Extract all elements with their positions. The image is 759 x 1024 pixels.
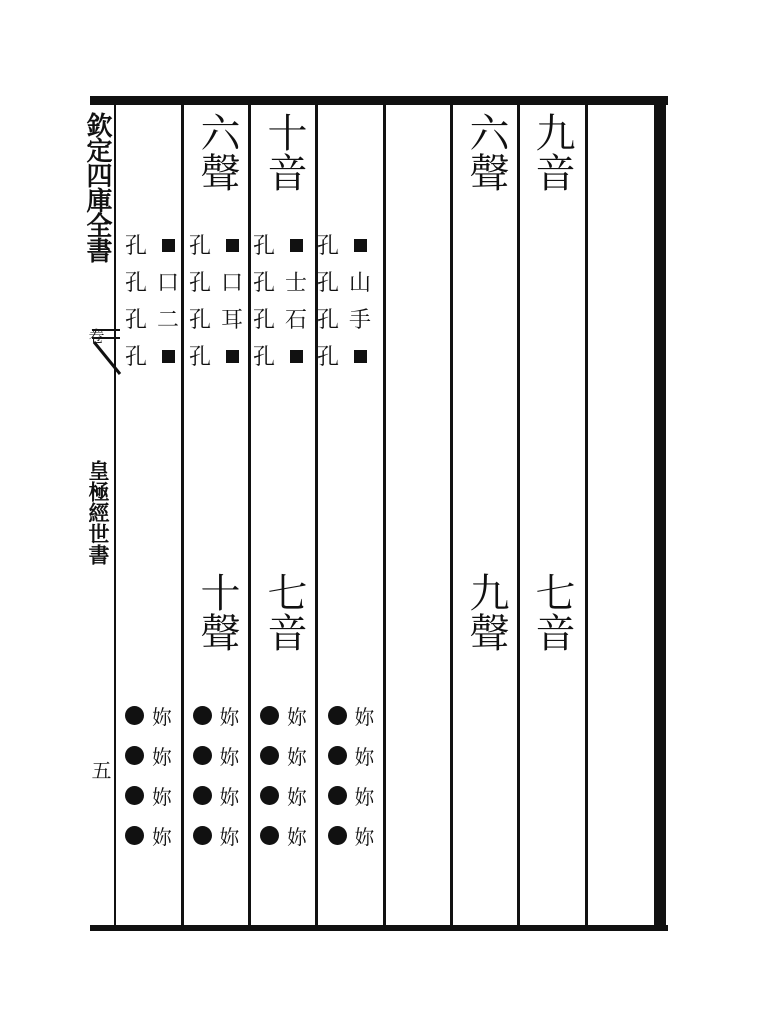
dot-cell bbox=[193, 781, 261, 810]
margin-book-title: 欽定四庫全書 bbox=[82, 112, 112, 262]
grid-character: 孔 bbox=[188, 308, 211, 333]
dot-mark bbox=[260, 706, 279, 725]
grid-character: 二 bbox=[156, 308, 179, 333]
heading-upper-col2: 十音 bbox=[261, 112, 307, 192]
grid-character: 孔 bbox=[252, 234, 275, 259]
grid-character: 山 bbox=[348, 271, 371, 296]
grid-square-mark bbox=[152, 343, 184, 368]
dot-character: 妳 bbox=[219, 784, 240, 809]
column-rule bbox=[114, 102, 116, 928]
dot-cell bbox=[260, 701, 328, 730]
dot-cell bbox=[125, 701, 193, 730]
dot-character: 妳 bbox=[152, 784, 172, 809]
grid-character: 孔 bbox=[124, 234, 147, 259]
top-border bbox=[90, 96, 668, 105]
dot-cell bbox=[260, 741, 328, 770]
dot-mark bbox=[193, 706, 212, 725]
dot-cell bbox=[328, 741, 396, 770]
dot-mark bbox=[193, 786, 212, 805]
dot-cell bbox=[328, 821, 396, 850]
dot-mark bbox=[193, 826, 212, 845]
grid-square-mark bbox=[344, 343, 376, 368]
grid-character: 口 bbox=[220, 271, 243, 296]
dot-cell bbox=[193, 741, 261, 770]
grid-character: 孔 bbox=[316, 308, 339, 333]
dot-character: 妳 bbox=[152, 824, 172, 849]
grid-character: 孔 bbox=[316, 234, 339, 259]
grid-character: 孔 bbox=[124, 308, 147, 333]
dot-cell bbox=[260, 781, 328, 810]
heading-lower-col2: 七音 bbox=[261, 572, 307, 652]
dot-cell bbox=[125, 741, 193, 770]
grid-character: 士 bbox=[284, 271, 307, 296]
grid-character: 孔 bbox=[252, 271, 275, 296]
dot-character: 妳 bbox=[219, 744, 240, 769]
grid-row bbox=[120, 263, 376, 300]
dot-character: 妳 bbox=[354, 784, 375, 809]
dot-character: 妳 bbox=[354, 704, 375, 729]
dot-cell bbox=[125, 781, 193, 810]
grid-square-mark bbox=[280, 232, 312, 257]
heading-lower-col1: 十聲 bbox=[194, 572, 240, 652]
grid-square-mark bbox=[344, 232, 376, 257]
grid-character: 石 bbox=[284, 308, 307, 333]
dot-character: 妳 bbox=[287, 744, 307, 769]
heading-upper-col1: 六聲 bbox=[194, 112, 240, 192]
grid-row bbox=[120, 226, 376, 263]
heading-upper-col6: 九音 bbox=[529, 112, 575, 192]
lower-dot-grid bbox=[125, 695, 395, 855]
heading-upper-col5: 六聲 bbox=[463, 112, 509, 192]
grid-character: 孔 bbox=[252, 345, 275, 370]
dot-cell bbox=[125, 821, 193, 850]
grid-character: 孔 bbox=[316, 345, 339, 370]
grid-character: 口 bbox=[156, 271, 179, 296]
grid-square-mark bbox=[280, 343, 312, 368]
dot-row bbox=[125, 695, 395, 735]
dot-character: 妳 bbox=[152, 744, 172, 769]
grid-character: 耳 bbox=[220, 308, 243, 333]
grid-square-mark bbox=[216, 343, 248, 368]
bottom-border bbox=[90, 925, 668, 931]
column-rule bbox=[450, 102, 453, 928]
dot-mark bbox=[260, 786, 279, 805]
dot-character: 妳 bbox=[219, 704, 240, 729]
dot-row bbox=[125, 775, 395, 815]
heading-lower-col5: 九聲 bbox=[463, 572, 509, 652]
dot-mark bbox=[328, 706, 347, 725]
dot-character: 妳 bbox=[354, 824, 375, 849]
grid-square-mark bbox=[216, 232, 248, 257]
grid-character: 孔 bbox=[188, 345, 211, 370]
dot-character: 妳 bbox=[152, 704, 172, 729]
dot-character: 妳 bbox=[354, 744, 375, 769]
heading-lower-col6: 七音 bbox=[529, 572, 575, 652]
dot-mark bbox=[260, 746, 279, 765]
grid-character: 孔 bbox=[316, 271, 339, 296]
dot-mark bbox=[125, 786, 144, 805]
dot-cell bbox=[260, 821, 328, 850]
dot-mark bbox=[328, 786, 347, 805]
grid-character: 手 bbox=[348, 308, 371, 333]
dot-cell bbox=[328, 781, 396, 810]
margin-page-number: 五 bbox=[88, 760, 112, 780]
grid-row bbox=[120, 337, 376, 374]
dot-row bbox=[125, 815, 395, 855]
upper-character-grid bbox=[120, 226, 376, 374]
dot-row bbox=[125, 735, 395, 775]
grid-character: 孔 bbox=[188, 234, 211, 259]
column-rule bbox=[517, 102, 520, 928]
dot-character: 妳 bbox=[287, 824, 307, 849]
grid-character: 孔 bbox=[188, 271, 211, 296]
grid-character: 孔 bbox=[124, 271, 147, 296]
dot-mark bbox=[125, 746, 144, 765]
dot-character: 妳 bbox=[287, 704, 307, 729]
dot-mark bbox=[125, 826, 144, 845]
dot-mark bbox=[328, 746, 347, 765]
dot-mark bbox=[193, 746, 212, 765]
dot-mark bbox=[328, 826, 347, 845]
grid-character: 孔 bbox=[252, 308, 275, 333]
column-rule bbox=[585, 102, 588, 928]
margin-fishtail-mark bbox=[92, 328, 122, 378]
dot-cell bbox=[193, 821, 261, 850]
grid-character: 孔 bbox=[124, 345, 147, 370]
grid-square-mark bbox=[152, 232, 184, 257]
margin-volume-label: 卷 bbox=[86, 328, 105, 344]
margin-subtitle: 皇極經世書 bbox=[86, 460, 111, 565]
dot-mark bbox=[125, 706, 144, 725]
grid-row bbox=[120, 300, 376, 337]
dot-cell bbox=[193, 701, 261, 730]
dot-mark bbox=[260, 826, 279, 845]
dot-character: 妳 bbox=[219, 824, 240, 849]
dot-cell bbox=[328, 701, 396, 730]
dot-character: 妳 bbox=[287, 784, 307, 809]
right-border bbox=[654, 96, 666, 931]
